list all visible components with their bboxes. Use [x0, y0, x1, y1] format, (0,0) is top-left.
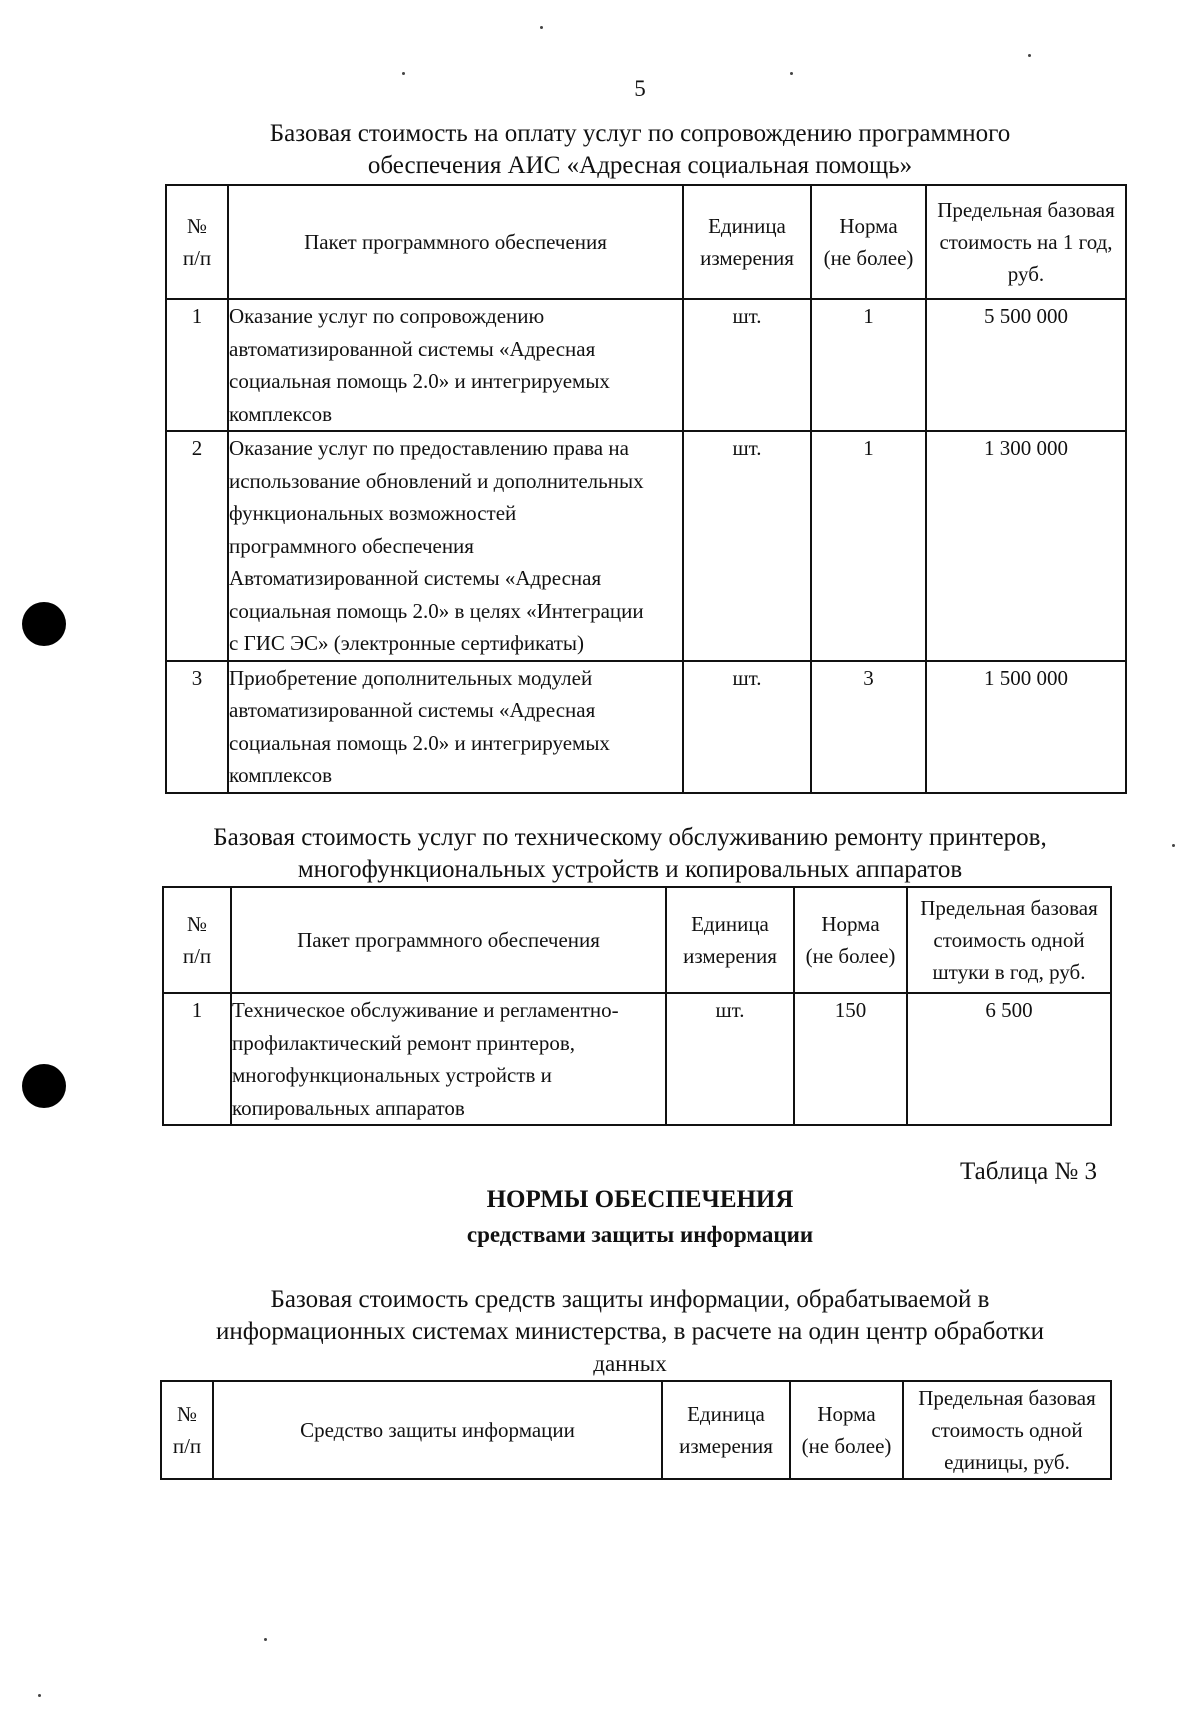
header-unit: Единица измерения [683, 185, 811, 299]
header-num: № п/п [163, 887, 231, 993]
scan-speck [1172, 844, 1175, 847]
header-norm: Норма (не более) [790, 1381, 903, 1479]
scan-speck [38, 1694, 41, 1697]
row-name: Приобретение дополнительных модулей автоматизированной системы «Адресная социальная помощь 2.0» и интегрируемых комплексов [228, 661, 683, 793]
scan-speck [264, 1638, 267, 1641]
table3 [160, 1380, 1112, 1480]
table3-header-row [161, 1381, 1111, 1479]
row-num: 3 [166, 661, 228, 793]
header-num: № п/п [166, 185, 228, 299]
row-norm: 1 [811, 431, 926, 661]
table3-caption-line-3: данных [593, 1351, 667, 1376]
table3-caption [150, 1284, 1110, 1380]
header-price: Предельная базовая стоимость одной единицы, руб. [903, 1381, 1111, 1479]
row-norm: 150 [794, 993, 907, 1125]
header-num: № п/п [161, 1381, 213, 1479]
page-number: 5 [634, 76, 646, 101]
punch-hole-bottom [22, 1064, 66, 1108]
row-unit: шт. [683, 661, 811, 793]
table3-caption-line-1: Базовая стоимость средств защиты информации, обрабатываемой в [270, 1286, 990, 1313]
table-row [163, 993, 1111, 1125]
table-row [166, 299, 1126, 431]
header-unit: Единица измерения [662, 1381, 790, 1479]
row-unit: шт. [683, 299, 811, 431]
section-heading: НОРМЫ ОБЕСПЕЧЕНИЯ [486, 1186, 794, 1213]
table2-caption-line-1: Базовая стоимость услуг по техническому обслуживанию ремонту принтеров, [213, 824, 1047, 851]
scan-speck [540, 26, 543, 29]
table1-header-row [166, 185, 1126, 299]
table3-caption-line-2: информационных системах министерства, в расчете на один центр обработки [215, 1318, 1045, 1345]
row-norm: 1 [811, 299, 926, 431]
header-norm: Норма (не более) [794, 887, 907, 993]
row-name: Оказание услуг по предоставлению права на использование обновлений и дополнительных функциональных возможностей программного обеспечения Автоматизированной системы «Адресная социальная помощь 2.0» в целях «Интеграции с ГИС ЭС» (электронные сертификаты) [228, 431, 683, 661]
table-label: Таблица № 3 [960, 1158, 1098, 1185]
header-name: Пакет программного обеспечения [228, 185, 683, 299]
row-unit: шт. [683, 431, 811, 661]
header-name: Пакет программного обеспечения [231, 887, 666, 993]
scan-speck [402, 72, 405, 75]
row-num: 1 [166, 299, 228, 431]
scan-speck [1028, 54, 1031, 57]
table1-caption [160, 118, 1120, 182]
table1 [165, 184, 1127, 794]
row-num: 1 [163, 993, 231, 1125]
row-unit: шт. [666, 993, 794, 1125]
scan-speck [790, 72, 793, 75]
row-name: Оказание услуг по сопровождению автоматизированной системы «Адресная социальная помощь 2.0» и интегрируемых комплексов [228, 299, 683, 431]
header-norm: Норма (не более) [811, 185, 926, 299]
row-price: 5 500 000 [926, 299, 1126, 431]
table-row [166, 431, 1126, 661]
row-num: 2 [166, 431, 228, 661]
row-norm: 3 [811, 661, 926, 793]
table-row [166, 661, 1126, 793]
header-unit: Единица измерения [666, 887, 794, 993]
header-price: Предельная базовая стоимость на 1 год, руб. [926, 185, 1126, 299]
header-name: Средство защиты информации [213, 1381, 662, 1479]
table1-caption-line-1: Базовая стоимость на оплату услуг по сопровождению программного [269, 120, 1011, 147]
row-price: 1 500 000 [926, 661, 1126, 793]
header-price: Предельная базовая стоимость одной штуки в год, руб. [907, 887, 1111, 993]
section-subheading: средствами защиты информации [466, 1222, 814, 1247]
row-price: 6 500 [907, 993, 1111, 1125]
row-name: Техническое обслуживание и регламентно- профилактический ремонт принтеров, многофункциональных устройств и копировальных аппаратов [231, 993, 666, 1125]
table2-caption [150, 822, 1110, 886]
table2-caption-line-2: многофункциональных устройств и копировальных аппаратов [297, 856, 963, 883]
table1-caption-line-2: обеспечения АИС «Адресная социальная помощь» [367, 152, 913, 179]
table2-header-row [163, 887, 1111, 993]
table2 [162, 886, 1112, 1126]
row-price: 1 300 000 [926, 431, 1126, 661]
punch-hole-top [22, 602, 66, 646]
